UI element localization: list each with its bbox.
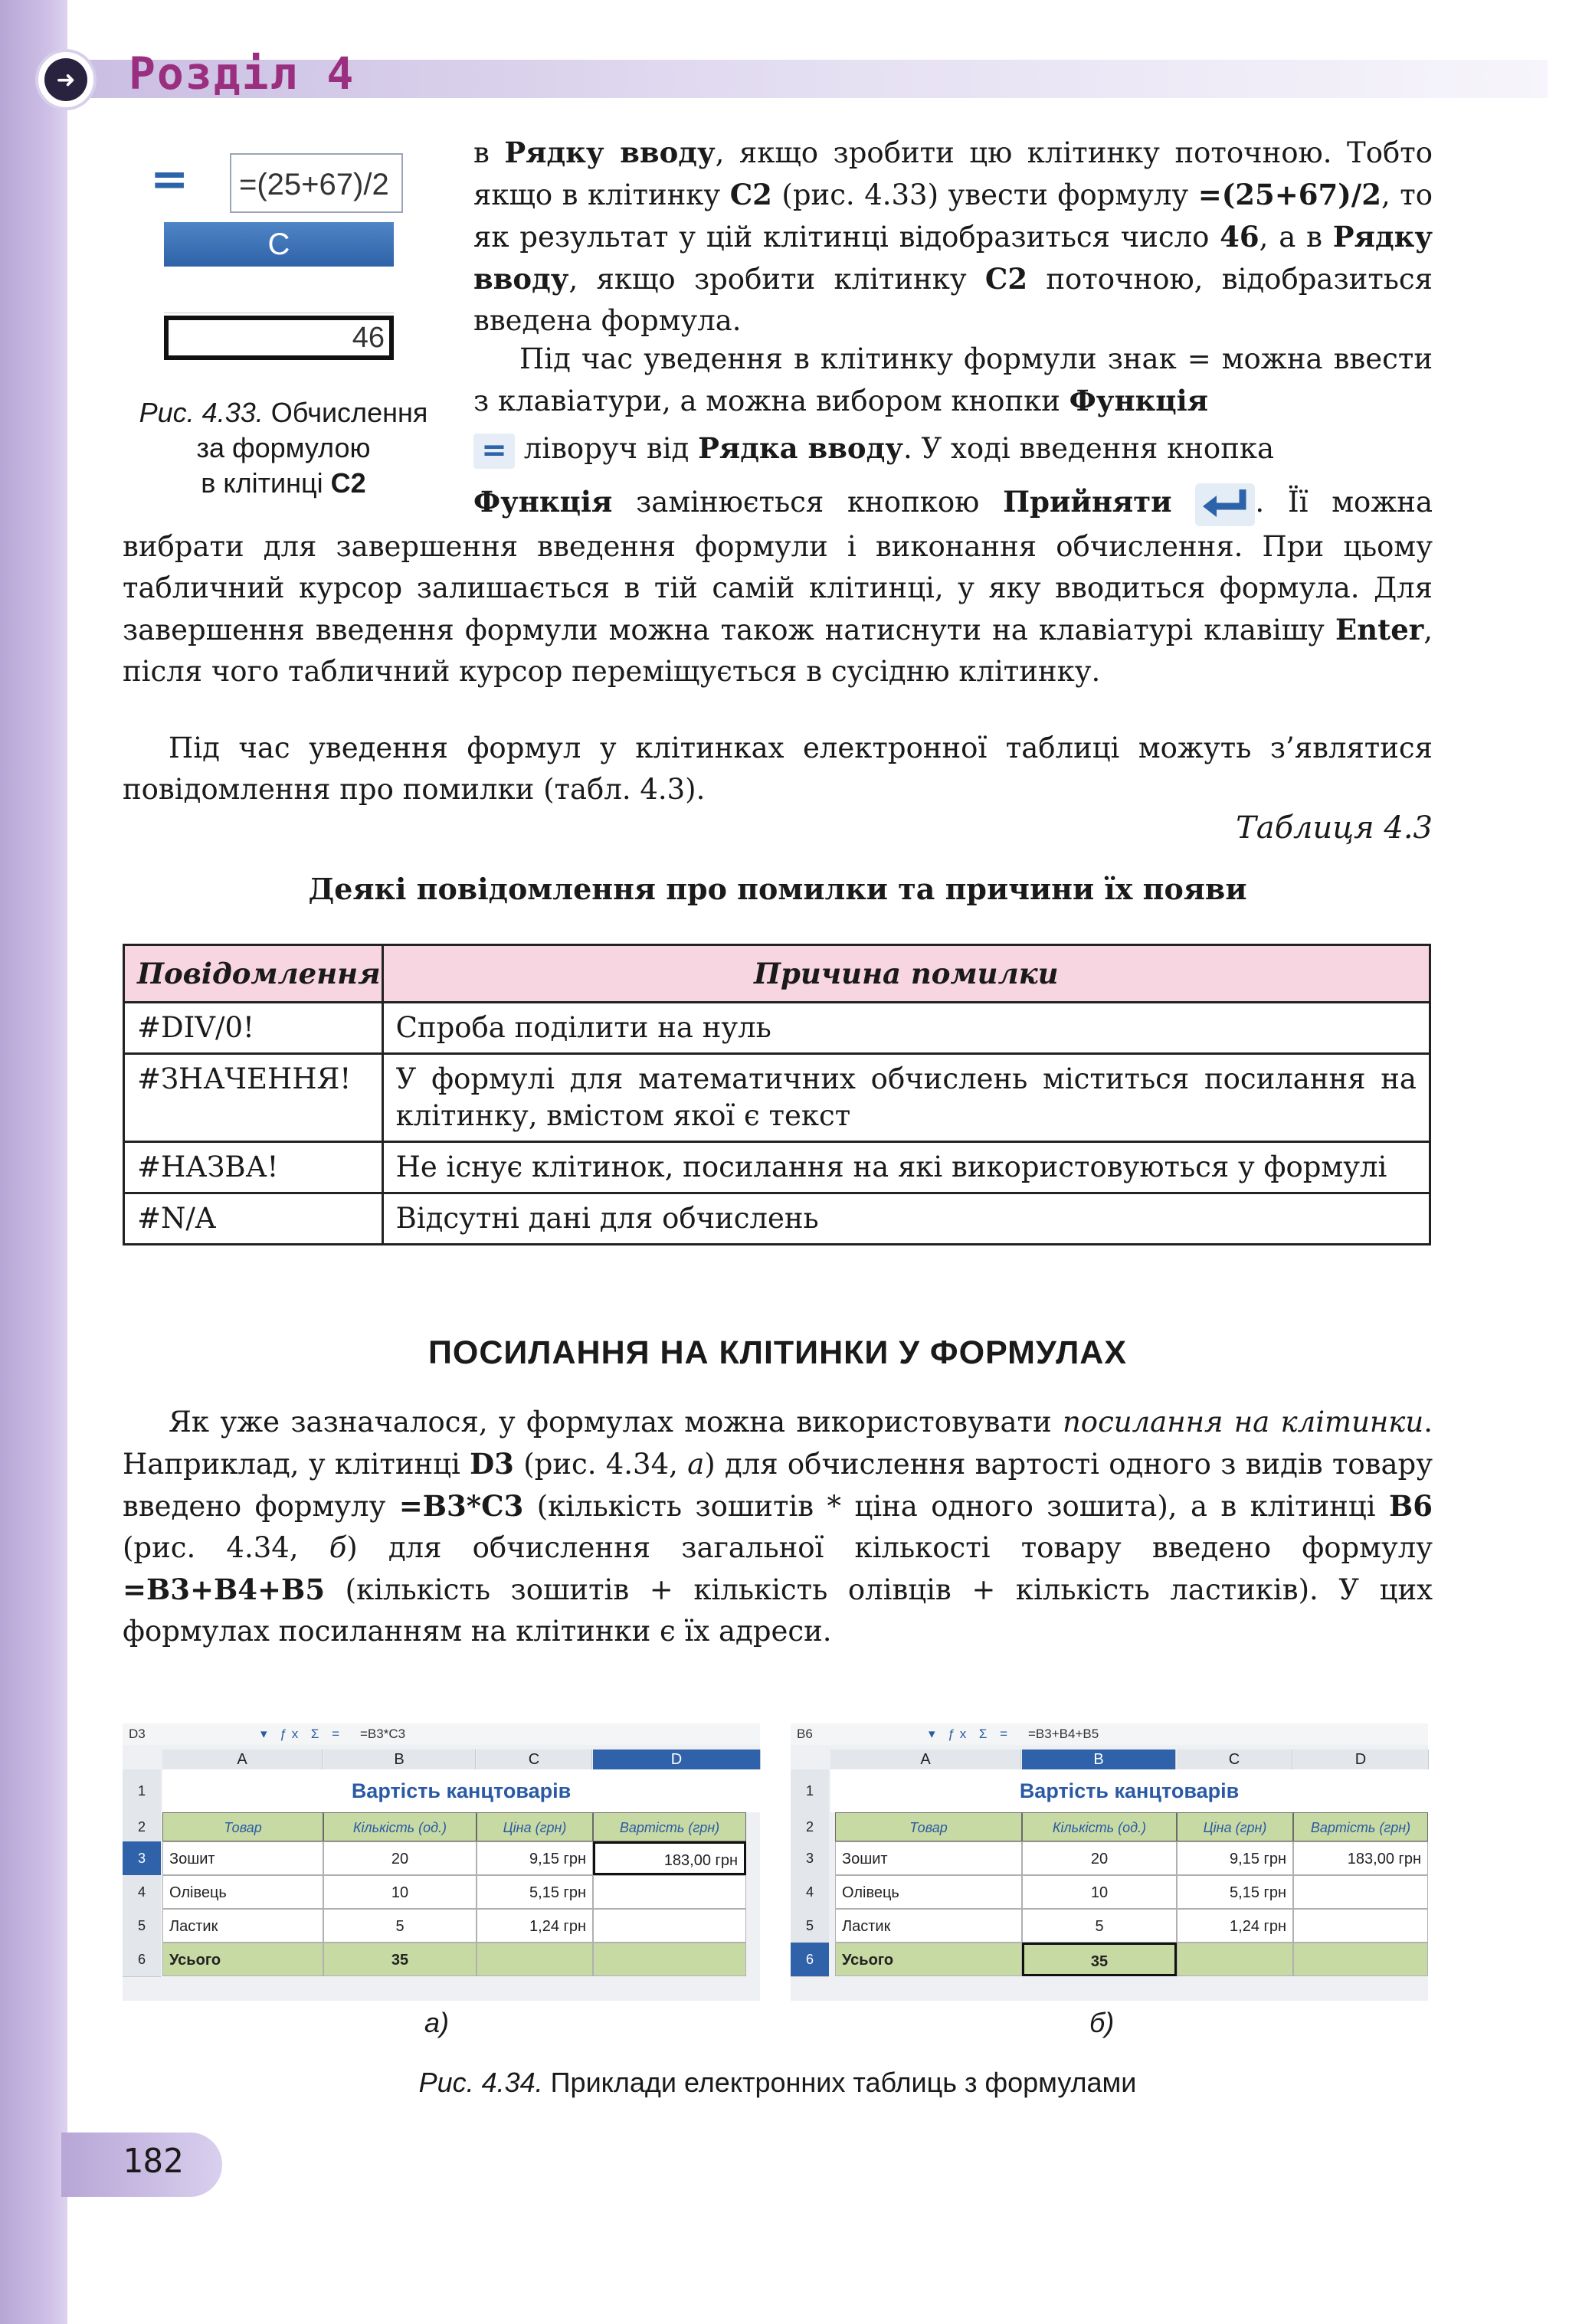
caption-line: в клітинці: [201, 467, 331, 499]
formula-toolbar: [791, 1723, 1428, 1745]
table-header-cell: Повідомлення: [124, 945, 383, 1003]
sheet-cell: 5,15 грн: [477, 1875, 593, 1909]
row-header: 3: [791, 1841, 829, 1876]
spreadsheet-a: [123, 1723, 760, 2001]
sheet-cell: [593, 1875, 746, 1909]
column-header: B: [323, 1750, 476, 1769]
sheet-cell: Усього: [162, 1943, 323, 1976]
row-header: 3: [123, 1841, 161, 1876]
sheet-cell-active: 35: [1022, 1943, 1177, 1976]
column-header: A: [162, 1750, 323, 1769]
column-header-c: C: [164, 222, 394, 267]
sheet-cell: Зошит: [835, 1841, 1022, 1875]
figure-4-33: [150, 153, 403, 375]
sheet-cell: [477, 1943, 593, 1976]
cell-reference: D3: [129, 1727, 146, 1741]
sheet-header-cell: Товар: [835, 1812, 1022, 1841]
page-sidebar: [0, 0, 67, 2324]
cell-reference: B6: [797, 1727, 813, 1741]
sheet-cell: 9,15 грн: [1177, 1841, 1293, 1875]
row-header: 2: [791, 1812, 829, 1842]
error-messages-table: [123, 944, 1431, 1245]
row-header: 5: [123, 1909, 161, 1943]
sheet-cell: 35: [323, 1943, 477, 1976]
row-header: 4: [791, 1875, 829, 1910]
enter-accept-icon: [1195, 483, 1255, 526]
caption-text: Приклади електронних таблиць з формулами: [542, 2067, 1137, 2098]
row-header: 5: [791, 1909, 829, 1943]
cell-c1: [164, 268, 394, 313]
sheet-cell: Олівець: [162, 1875, 323, 1909]
caption-line: за формулою: [196, 432, 371, 463]
page-number: 182: [123, 2142, 184, 2181]
table-row: [124, 1003, 1430, 1054]
paragraph-3: Під час уведення формул у клітинках електронної таблиці можуть з’являтися повідомлення про помилки (табл. 4.3).: [123, 732, 1433, 806]
row-header: 1: [791, 1769, 829, 1813]
toolbar-icons: ▾ ƒx Σ =: [929, 1727, 1013, 1741]
sheet-header-cell: Вартість (грн): [593, 1812, 746, 1841]
sheet-cell: Ластик: [162, 1909, 323, 1943]
table-cell: #N/A: [124, 1193, 383, 1245]
caption-cell-ref: C2: [330, 467, 366, 499]
table-header-cell: Причина помилки: [382, 945, 1430, 1003]
figure-label-b: б): [1089, 2007, 1115, 2038]
sheet-cell: Зошит: [162, 1841, 323, 1875]
table-row: [124, 1142, 1430, 1193]
sheet-cell: 5: [323, 1909, 477, 1943]
formula-toolbar: [123, 1723, 760, 1745]
sheet-cell: 20: [1022, 1841, 1177, 1875]
sheet-cell: Олівець: [835, 1875, 1022, 1909]
row-header: 6: [791, 1943, 829, 1977]
sheet-cell: 1,24 грн: [1177, 1909, 1293, 1943]
column-header: D: [1293, 1750, 1429, 1769]
formula-text: =B3+B4+B5: [1028, 1727, 1099, 1741]
sheet-cell: [1293, 1875, 1428, 1909]
paragraph-2-line3: = ліворуч від Рядка вводу. У ході введення кнопка: [473, 427, 1433, 470]
paragraph-1: в Рядку вводу, якщо зробити цю клітинку поточною. Тобто якщо в клітинку C2 (рис. 4.33) увести формулу =(25+67)/2, то як результат у цій клітинці відобразиться число 46, а в Рядку вводу, якщо зробити клітинку C2 поточною, відобразиться введена формула.: [473, 136, 1433, 337]
sheet-cell: 5,15 грн: [1177, 1875, 1293, 1909]
toolbar-icons: ▾ ƒx Σ =: [260, 1727, 345, 1741]
sheet-header-cell: Ціна (грн): [1177, 1812, 1293, 1841]
sheet-cell: 5: [1022, 1909, 1177, 1943]
sheet-cell: Ластик: [835, 1909, 1022, 1943]
paragraph-4: Як уже зазначалося, у формулах можна використовувати посилання на клітинки. Наприклад, у клітинці D3 (рис. 4.34, а) для обчислення вартості одного з видів товару введено формулу =B3*C3 (кількість зошитів * ціна одного зошита), а в клітинці B6 (рис. 4.34, б) для обчислення загальної кількості товару введено формулу =B3+B4+B5 (кількість зошитів + кількість олівців + кількість ластиків). У цих формулах посиланням на клітинки є їх адреси.: [123, 1406, 1433, 1648]
sheet-cell: 20: [323, 1841, 477, 1875]
sheet-header-cell: Вартість (грн): [1293, 1812, 1428, 1841]
cell-c2-result: 46: [164, 316, 394, 360]
table-row: [124, 1193, 1430, 1245]
paragraph-2-body: Функція замінюється кнопкою Прийняти . Її можна вибрати для завершення введення формули і виконання обчислення. При цьому табличний курсор залишається в тій самій клітинці, у яку вводиться формула. Для завершення введення формули можна також натиснути на клавіатурі клавішу Enter, після чого табличний курсор переміщується в сусідню клітинку.: [123, 481, 1433, 692]
table-row: [124, 1054, 1430, 1142]
spreadsheet-b: [791, 1723, 1428, 2001]
table-cell: Не існує клітинок, посилання на які використовуються у формулі: [382, 1142, 1430, 1193]
sheet-cell: [593, 1943, 746, 1976]
row-header: 4: [123, 1875, 161, 1910]
caption-line: Обчислення: [270, 397, 428, 428]
column-header: C: [1177, 1750, 1292, 1769]
table-cell: #ЗНАЧЕННЯ!: [124, 1054, 383, 1142]
sheet-title: Вартість канцтоварів: [162, 1769, 760, 1812]
function-equals-icon: =: [150, 152, 189, 206]
sheet-cell: Усього: [835, 1943, 1022, 1976]
sheet-header-cell: Товар: [162, 1812, 323, 1841]
figure-label-a: а): [424, 2007, 450, 2038]
formula-bar-value: =(25+67)/2: [230, 153, 403, 213]
row-header: 1: [123, 1769, 161, 1813]
sheet-title: Вартість канцтоварів: [830, 1769, 1428, 1812]
sheet-cell: [1293, 1909, 1428, 1943]
table-cell: У формулі для математичних обчислень міститься посилання на клітинку, вмістом якої є текст: [382, 1054, 1430, 1142]
row-header: 2: [123, 1812, 161, 1842]
formula-text: =B3*C3: [360, 1727, 406, 1741]
table-label: Таблиця 4.3: [1236, 810, 1433, 846]
sheet-cell: 10: [323, 1875, 477, 1909]
sheet-cell: 1,24 грн: [477, 1909, 593, 1943]
table-header-row: [124, 945, 1430, 1003]
column-header: D: [593, 1750, 761, 1769]
column-header: B: [1022, 1750, 1176, 1769]
chapter-badge: [35, 49, 97, 110]
table-cell: Відсутні дані для обчислень: [382, 1193, 1430, 1245]
column-header: C: [477, 1750, 592, 1769]
arrow-right-icon: ➜: [44, 58, 87, 101]
sheet-cell: 10: [1022, 1875, 1177, 1909]
sheet-cell: [593, 1909, 746, 1943]
sheet-cell-active: 183,00 грн: [593, 1841, 746, 1875]
table-cell: #DIV/0!: [124, 1003, 383, 1054]
row-header: 6: [123, 1943, 161, 1977]
column-header: A: [830, 1750, 1021, 1769]
paragraph-2-top: Під час уведення в клітинку формули знак = можна ввести з клавіатури, а можна вибором кнопки Функція: [473, 342, 1433, 417]
section-title: ПОСИЛАННЯ НА КЛІТИНКИ У ФОРМУЛАХ: [427, 1334, 1128, 1371]
chapter-title: Розділ 4: [129, 47, 355, 100]
sheet-cell: 9,15 грн: [477, 1841, 593, 1875]
sheet-header-cell: Кількість (од.): [1022, 1812, 1177, 1841]
caption-ref: Рис. 4.33.: [139, 397, 264, 428]
figure-4-34-caption: [123, 2067, 1433, 2099]
function-button-icon: =: [473, 434, 515, 469]
sheet-header-cell: Ціна (грн): [477, 1812, 593, 1841]
sheet-cell: [1293, 1943, 1428, 1976]
sheet-cell: 183,00 грн: [1293, 1841, 1428, 1875]
table-cell: Спроба поділити на нуль: [382, 1003, 1430, 1054]
table-cell: #НАЗВА!: [124, 1142, 383, 1193]
caption-ref: Рис. 4.34.: [418, 2067, 543, 2098]
sheet-cell: [1177, 1943, 1293, 1976]
sheet-header-cell: Кількість (од.): [323, 1812, 477, 1841]
table-title: Деякі повідомлення про помилки та причини їх появи: [308, 872, 1247, 906]
